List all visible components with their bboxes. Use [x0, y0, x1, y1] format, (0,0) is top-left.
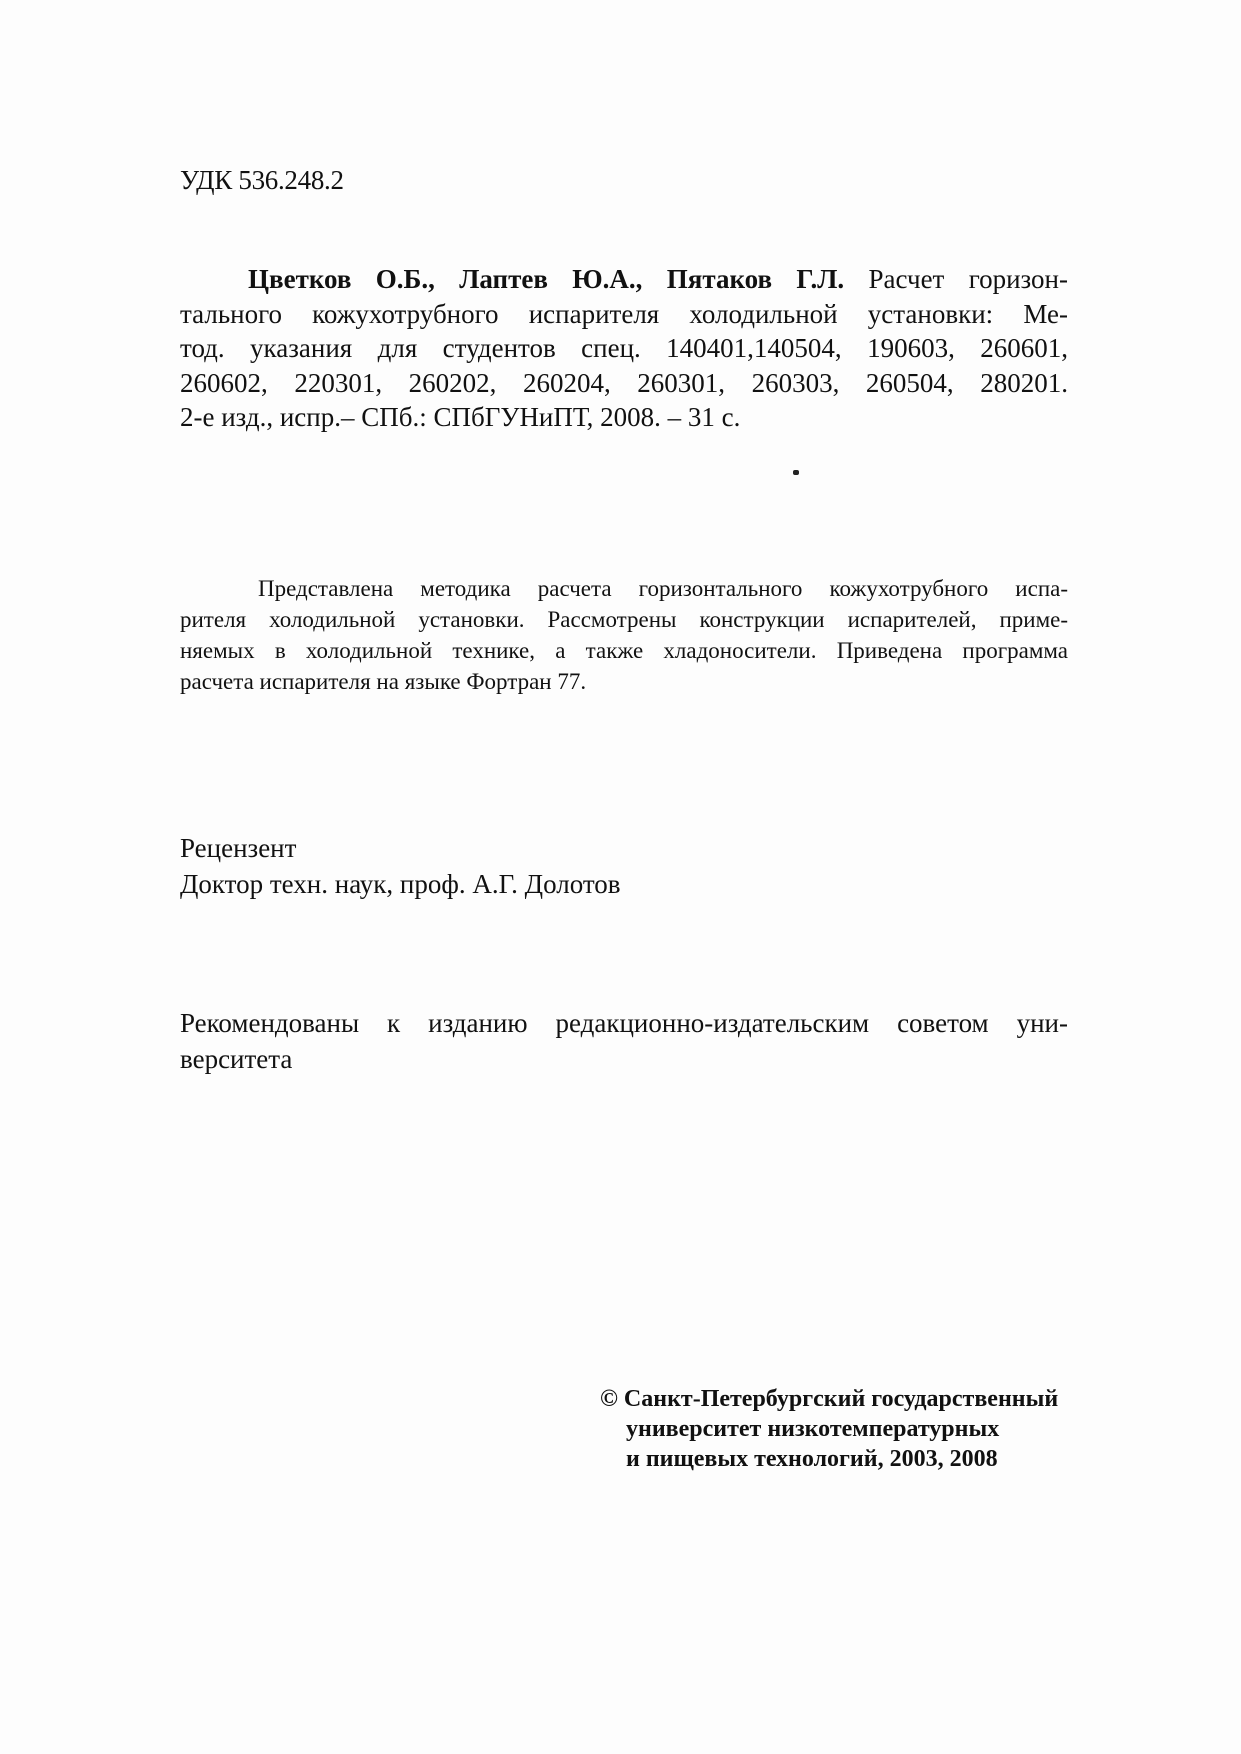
bib-line-2: тального кожухотрубного испарителя холодильной установки: Ме- [180, 298, 1068, 329]
bib-title-start: Расчет горизон- [844, 264, 1069, 294]
reviewer-block [180, 830, 621, 902]
abstract-line-2: рителя холодильной установки. Рассмотрены конструкции испарителей, приме- [180, 607, 1068, 632]
copyright-notice [600, 1384, 1058, 1474]
abstract-line-1: Представлена методика расчета горизонтального кожухотрубного испа- [258, 576, 1068, 601]
abstract-line-4: расчета испарителя на языке Фортран 77. [180, 669, 587, 694]
udk-code: УДК 536.248.2 [180, 165, 344, 195]
recommendation-line-1: Рекомендованы к изданию редакционно-издательским советом уни- [180, 1008, 1068, 1038]
abstract-line-3: няемых в холодильной технике, а также хладоносители. Приведена программа [180, 638, 1068, 663]
abstract [180, 573, 1068, 697]
reviewer-label: Рецензент [180, 833, 297, 863]
copyright-line-2: университет низкотемпературных [626, 1416, 1000, 1442]
recommendation-line-2: верситета [180, 1044, 293, 1074]
bibliographic-description [180, 262, 1068, 435]
bib-authors: Цветков О.Б., Лаптев Ю.А., Пятаков Г.Л. [248, 264, 845, 294]
bib-line-1 [180, 262, 1068, 297]
scan-speck [793, 470, 799, 475]
bib-line-3: тод. указания для студентов спец. 140401,140504, 190603, 260601, [180, 333, 1068, 363]
copyright-line-3: и пищевых технологий, 2003, 2008 [626, 1446, 998, 1472]
bib-line-5: 2-е изд., испр.– СПб.: СПбГУНиПТ, 2008. – 31 с. [180, 402, 741, 432]
bib-line-4: 260602, 220301, 260202, 260204, 260301, 260303, 260504, 280201. [180, 367, 1068, 398]
recommendation [180, 1005, 1068, 1077]
copyright-line-1: © Санкт-Петербургский государственный [600, 1386, 1059, 1412]
reviewer-name: Доктор техн. наук, проф. А.Г. Долотов [180, 869, 621, 899]
